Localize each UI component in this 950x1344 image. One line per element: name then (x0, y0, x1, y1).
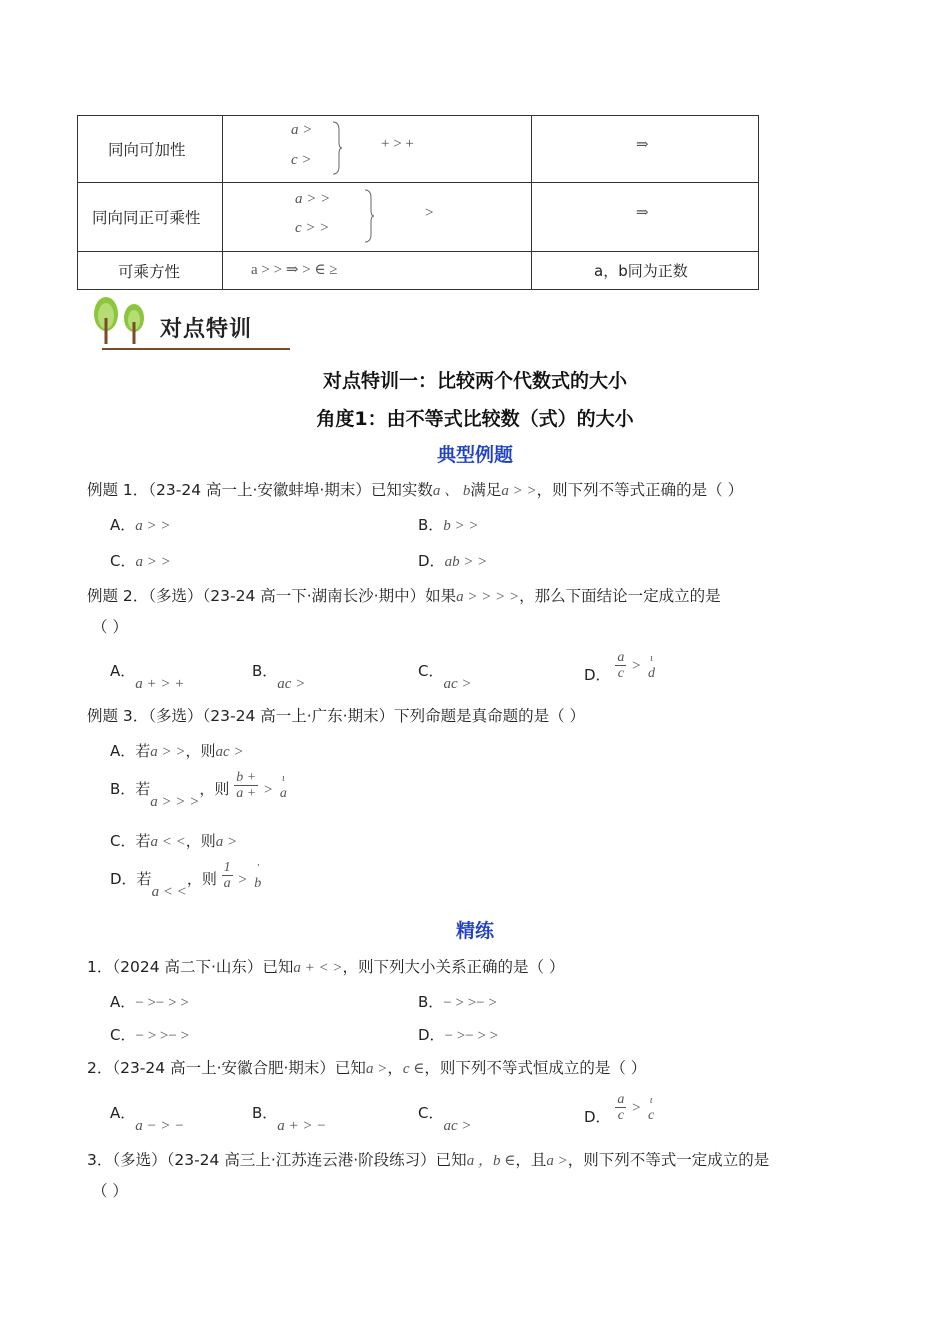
fraction: ι a (279, 772, 287, 801)
example-3-stem: 例题 3．（多选）（23-24 高一上·广东·期末）下列命题是真命题的是（ ） (87, 707, 586, 725)
example-1-stem: 例题 1．（23-24 高一上·安徽蚌埠·期末）已知实数a 、 b满足a > >，则下列不等式正确的是（ ） (87, 481, 744, 499)
conclusion: + > + (381, 136, 414, 152)
row-name: 可乘方性 (118, 263, 181, 281)
option-b[interactable]: B．b > > (418, 516, 479, 534)
conclusion: > (425, 205, 434, 221)
condition-line: c > > (295, 220, 330, 236)
option-c[interactable]: C．ac > (418, 662, 472, 692)
conclusion: a > > ⇒ > ∈ ≥ (251, 262, 338, 278)
option-a[interactable]: A．a − > − (110, 1104, 185, 1134)
option-a[interactable]: A．若a > >，则ac > (110, 742, 244, 760)
option-c[interactable]: C．− > >− > (110, 1026, 190, 1044)
brace-icon (363, 188, 375, 244)
option-d[interactable]: D．若a < <，则 $\frac{1}{a}$ > ' b (110, 860, 262, 900)
fraction: ι c (648, 1094, 655, 1123)
banner-title: 对点特训 (160, 317, 253, 342)
condition-line: a > (291, 122, 313, 138)
option-d[interactable]: D．− >− > > (418, 1026, 499, 1044)
fraction: ι d (648, 652, 656, 681)
practice-2-stem: 2．（23-24 高一上·安徽合肥·期末）已知a >，c ∈，则下列不等式恒成立的是（ ） (87, 1059, 647, 1077)
option-c[interactable]: C．ac > (418, 1104, 472, 1134)
row-name: 同向同正可乘性 (92, 209, 201, 227)
table-row (78, 252, 759, 290)
example-2-paren: （ ） (92, 618, 128, 636)
fraction: $\frac{a}{c}$ (617, 650, 625, 681)
section-banner (90, 290, 290, 352)
option-c[interactable]: C．若a < <，则a > (110, 832, 238, 850)
implies-symbol: ⇒ (636, 205, 649, 221)
example-2-stem: 例题 2．（多选）（23-24 高一下·湖南长沙·期中）如果a > > > >，那么下面结论一定成立的是 (87, 587, 721, 605)
heading-practice: 精练 (455, 920, 494, 942)
fraction: $\frac{a}{c}$ (617, 1092, 625, 1123)
option-a[interactable]: A．a + > + (110, 662, 185, 692)
option-b[interactable]: B．ac > (252, 662, 306, 692)
banner-underline (102, 348, 290, 350)
heading-2: 角度1：由不等式比较数（式）的大小 (316, 408, 634, 430)
condition-line: c > (291, 152, 312, 168)
practice-1-stem: 1．（2024 高二下·山东）已知a + < >，则下列大小关系正确的是（ ） (87, 958, 565, 976)
table-row (78, 183, 759, 252)
heading-1: 对点特训一：比较两个代数式的大小 (322, 370, 627, 392)
condition-note: a，b同为正数 (594, 262, 688, 280)
option-a[interactable]: A．− >− > > (110, 993, 189, 1011)
option-d[interactable]: D． $\frac{a}{c}$ > ι c (584, 1092, 655, 1126)
option-b[interactable]: B．a + > − (252, 1104, 327, 1134)
properties-table (77, 115, 759, 290)
table-row (78, 116, 759, 183)
condition-line: a > > (295, 191, 331, 207)
option-d[interactable]: D．ab > > (418, 552, 488, 570)
option-d[interactable]: D． $\frac{a}{c}$ > ι d (584, 650, 656, 684)
tree-icon (90, 290, 150, 352)
fraction: ' b (254, 862, 262, 891)
fraction: $\frac{1}{a}$ (223, 860, 231, 891)
implies-symbol: ⇒ (636, 137, 649, 153)
option-c[interactable]: C．a > > (110, 552, 171, 570)
row-name: 同向可加性 (108, 141, 186, 159)
practice-3-paren: （ ） (92, 1182, 128, 1200)
practice-3-stem: 3．（多选）（23-24 高三上·江苏连云港·阶段练习）已知a ，b ∈，且a >，则下列不等式一定成立的是 (87, 1151, 770, 1169)
brace-icon (331, 120, 343, 176)
option-b[interactable]: B．若a > > >，则 $\frac{b +}{a +}$ > ι a (110, 770, 287, 810)
heading-examples: 典型例题 (436, 444, 513, 466)
option-b[interactable]: B．− > >− > (418, 993, 497, 1011)
option-a[interactable]: A．a > > (110, 516, 171, 534)
fraction: $\frac{b +}{a +}$ (236, 770, 257, 801)
